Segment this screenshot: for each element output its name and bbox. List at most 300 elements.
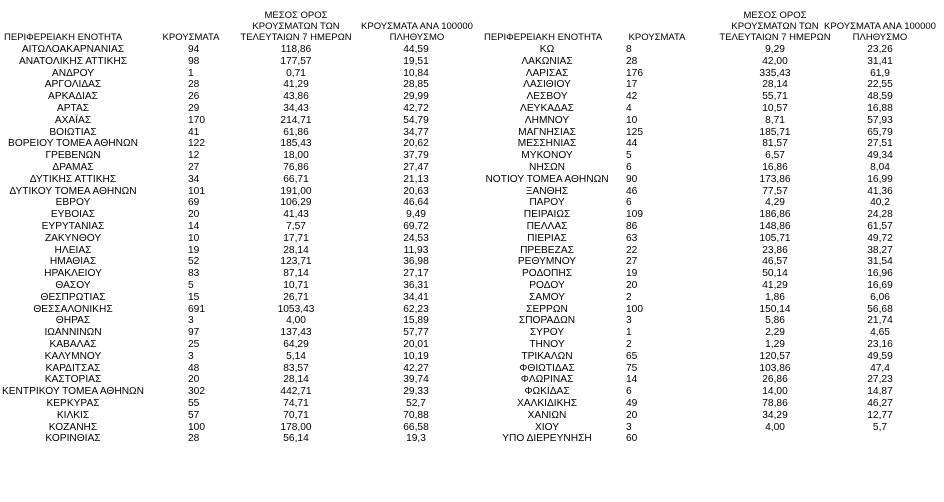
cell-region: ΣΑΜΟΥ [529, 291, 565, 303]
cell-cases: 60 [626, 433, 638, 445]
cell-per100k: 36,31 [403, 279, 429, 291]
cell-region: ΚΑΛΥΜΝΟΥ [44, 350, 102, 362]
cell-avg7: 118,86 [280, 44, 312, 55]
cell-per100k: 19,51 [403, 55, 429, 67]
table-row [476, 68, 944, 80]
table-row [0, 292, 476, 304]
cell-per100k: 15,89 [403, 315, 429, 327]
cell-avg7: 41,29 [762, 279, 788, 291]
cell-cases: 1 [626, 327, 632, 339]
header-region-right: ΠΕΡΙΦΕΡΕΙΑΚΗ ΕΝΟΤΗΤΑ [484, 32, 603, 43]
cell-per100k: 21,74 [867, 315, 893, 327]
cell-cases: 2 [626, 338, 632, 350]
cell-region: ΘΗΡΑΣ [55, 315, 91, 327]
cell-region: ΜΑΓΝΗΣΙΑΣ [518, 126, 576, 138]
cell-avg7: 41,43 [283, 209, 309, 221]
cell-per100k: 12,77 [867, 409, 893, 421]
table-row [0, 162, 476, 174]
cell-cases: 28 [626, 55, 638, 67]
cell-region: ΚΕΡΚΥΡΑΣ [46, 397, 100, 409]
table-row [0, 127, 476, 139]
cell-cases: 6 [626, 386, 632, 398]
cell-region: ΔΥΤΙΚΗΣ ΑΤΤΙΚΗΣ [29, 173, 117, 185]
cell-region: ΣΕΡΡΩΝ [526, 303, 568, 315]
cell-cases: 27 [188, 161, 200, 173]
cell-region: ΤΗΝΟΥ [529, 338, 565, 350]
cell-region: ΒΟΙΩΤΙΑΣ [49, 126, 97, 138]
header-cases: ΚΡΟΥΣΜΑΤΑ [162, 32, 220, 43]
cell-per100k: 37,79 [403, 150, 429, 162]
cell-cases: 41 [188, 126, 200, 138]
cell-per100k: 36,98 [403, 256, 429, 268]
cell-avg7: 6,57 [765, 150, 785, 162]
cell-cases: 100 [626, 303, 643, 315]
cell-cases: 46 [626, 185, 638, 197]
cell-region: ΦΩΚΙΔΑΣ [524, 386, 570, 398]
header-per100k-right-line2: ΠΛΗΘΥΣΜΟ [852, 32, 908, 43]
cell-per100k: 54,79 [403, 114, 429, 126]
cell-region: ΔΥΤΙΚΟΥ ΤΟΜΕΑ ΑΘΗΝΩΝ [9, 185, 137, 197]
table-row [0, 186, 476, 198]
table-row [476, 280, 944, 292]
cell-region: ΑΡΚΑΔΙΑΣ [48, 91, 98, 103]
cell-avg7: 123,71 [280, 256, 312, 268]
header-per100k [352, 21, 482, 43]
cell-cases: 75 [626, 362, 638, 374]
table-row [0, 233, 476, 245]
cell-per100k: 23,16 [867, 338, 893, 350]
cell-region: ΜΕΣΣΗΝΙΑΣ [517, 138, 577, 150]
table-row [476, 256, 944, 268]
cell-region: ΑΡΓΟΛΙΔΑΣ [44, 79, 102, 91]
cell-cases: 3 [626, 421, 632, 433]
header-per100k-line1: ΚΡΟΥΣΜΑΤΑ ΑΝΑ 100000 [361, 21, 473, 32]
table-row [0, 327, 476, 339]
cell-per100k: 34,41 [403, 291, 429, 303]
cell-avg7: 4,29 [765, 197, 785, 209]
table-row [476, 197, 944, 209]
cell-region: ΛΑΡΙΣΑΣ [525, 67, 569, 79]
cell-per100k: 61,57 [867, 220, 893, 232]
cell-per100k: 46,27 [867, 397, 893, 409]
table-row [476, 162, 944, 174]
table-row [476, 209, 944, 221]
cell-cases: 6 [626, 197, 632, 209]
cell-avg7: 10,71 [283, 279, 309, 291]
cell-avg7: 70,71 [283, 409, 309, 421]
cell-region: ΗΛΕΙΑΣ [54, 244, 92, 256]
cell-avg7: 77,57 [762, 185, 788, 197]
table-row [476, 79, 944, 91]
cell-cases: 4 [626, 102, 632, 114]
header-per100k-line2: ΠΛΗΘΥΣΜΟ [389, 32, 445, 43]
table-row [0, 339, 476, 351]
cell-cases: 44 [626, 138, 638, 150]
table-row [476, 398, 944, 410]
cell-region: ΑΝΔΡΟΥ [51, 67, 95, 79]
cell-per100k: 29,99 [403, 91, 429, 103]
cell-avg7: 46,57 [762, 256, 788, 268]
cell-avg7: 81,57 [762, 138, 788, 150]
cell-cases: 83 [188, 268, 200, 280]
table-row [476, 138, 944, 150]
cell-per100k: 16,88 [867, 102, 893, 114]
cell-cases: 691 [188, 303, 205, 315]
cell-region: ΘΑΣΟΥ [55, 279, 91, 291]
cell-per100k: 48,59 [867, 91, 893, 103]
cell-region: ΧΑΛΚΙΔΙΚΗΣ [516, 397, 578, 409]
cell-region: ΑΙΤΩΛΟΑΚΑΡΝΑΝΙΑΣ [21, 44, 125, 55]
cell-per100k: 49,59 [867, 350, 893, 362]
cell-avg7: 137,43 [280, 327, 312, 339]
cell-avg7: 177,57 [280, 55, 312, 67]
cell-per100k: 23,26 [867, 44, 893, 55]
header-region: ΠΕΡΙΦΕΡΕΙΑΚΗ ΕΝΟΤΗΤΑ [4, 32, 123, 43]
cell-per100k: 14,87 [867, 386, 893, 398]
cell-cases: 302 [188, 386, 205, 398]
cell-region: ΗΜΑΘΙΑΣ [49, 256, 97, 268]
cell-avg7: 103,86 [759, 362, 791, 374]
table-row [0, 138, 476, 150]
cell-per100k: 5,7 [872, 421, 888, 433]
cell-cases: 122 [188, 138, 205, 150]
cell-cases: 52 [188, 256, 200, 268]
cell-per100k: 42,72 [403, 102, 429, 114]
table-row [0, 221, 476, 233]
cell-avg7: 5,86 [765, 315, 785, 327]
cell-avg7: 28,14 [283, 244, 309, 256]
cell-per100k: 20,01 [403, 338, 429, 350]
table-row [0, 68, 476, 80]
cell-region: ΠΕΙΡΑΙΩΣ [523, 209, 571, 221]
table-row [476, 268, 944, 280]
cell-avg7: 28,14 [762, 79, 788, 91]
cell-cases: 86 [626, 220, 638, 232]
cell-cases: 1 [188, 67, 194, 79]
cell-region: ΚΕΝΤΡΙΚΟΥ ΤΟΜΕΑ ΑΘΗΝΩΝ [1, 386, 145, 398]
cell-region: ΛΑΚΩΝΙΑΣ [521, 55, 573, 67]
table-row [0, 91, 476, 103]
cell-per100k: 10,84 [403, 67, 429, 79]
cell-region: ΡΕΘΥΜΝΟΥ [517, 256, 577, 268]
cell-cases: 125 [626, 126, 643, 138]
cell-cases: 26 [188, 91, 200, 103]
cell-region: ΧΑΝΙΩΝ [527, 409, 567, 421]
table-row [0, 79, 476, 91]
cell-region: ΚΑΣΤΟΡΙΑΣ [44, 374, 102, 386]
cell-avg7: 106,29 [280, 197, 312, 209]
cell-region: ΠΡΕΒΕΖΑΣ [520, 244, 574, 256]
cell-region: ΥΠΟ ΔΙΕΡΕΥΝΗΣΗ [502, 433, 592, 445]
cell-cases: 100 [188, 421, 205, 433]
cell-per100k: 70,88 [403, 409, 429, 421]
cell-avg7: 50,14 [762, 268, 788, 280]
cell-per100k: 28,85 [403, 79, 429, 91]
cell-per100k: 38,27 [867, 244, 893, 256]
cell-cases: 12 [188, 150, 200, 162]
cell-region: ΜΥΚΟΝΟΥ [521, 150, 573, 162]
cell-cases: 28 [188, 79, 200, 91]
cell-avg7: 0,71 [286, 67, 306, 79]
cell-per100k: 24,53 [403, 232, 429, 244]
cell-region: ΛΕΣΒΟΥ [526, 91, 568, 103]
cell-per100k: 47,4 [870, 362, 890, 374]
cell-avg7: 178,00 [280, 421, 312, 433]
cell-avg7: 105,71 [759, 232, 791, 244]
cell-avg7: 335,43 [759, 67, 791, 79]
cell-per100k: 6,06 [870, 291, 890, 303]
cell-region: ΑΝΑΤΟΛΙΚΗΣ ΑΤΤΙΚΗΣ [18, 55, 128, 67]
cell-avg7: 4,00 [765, 421, 785, 433]
cell-per100k: 8,04 [870, 161, 890, 173]
cell-avg7: 173,86 [759, 173, 791, 185]
table-row [476, 91, 944, 103]
cell-region: ΚΩ [539, 44, 555, 55]
header-cases-right: ΚΡΟΥΣΜΑΤΑ [628, 32, 686, 43]
cell-avg7: 74,71 [283, 397, 309, 409]
cell-region: ΝΗΣΩΝ [529, 161, 565, 173]
cell-cases: 8 [626, 44, 632, 55]
cell-cases: 20 [188, 209, 200, 221]
cell-avg7: 5,14 [286, 350, 306, 362]
cell-avg7: 16,86 [762, 161, 788, 173]
cell-region: ΠΕΛΛΑΣ [526, 220, 568, 232]
table-row [476, 422, 944, 434]
cell-cases: 49 [626, 397, 638, 409]
table-row [476, 351, 944, 363]
cell-cases: 19 [188, 244, 200, 256]
header-avg7-right-line2: ΚΡΟΥΣΜΑΤΩΝ ΤΩΝ [731, 21, 819, 32]
cell-avg7: 87,14 [283, 268, 309, 280]
cell-region: ΣΥΡΟΥ [529, 327, 565, 339]
table-row [0, 374, 476, 386]
cell-per100k: 39,74 [403, 374, 429, 386]
table-row [0, 245, 476, 257]
cell-avg7: 10,57 [762, 102, 788, 114]
cell-per100k: 22,55 [867, 79, 893, 91]
cell-region: ΠΑΡΟΥ [529, 197, 565, 209]
cell-cases: 17 [626, 79, 638, 91]
cell-per100k: 49,72 [867, 232, 893, 244]
cell-per100k: 65,79 [867, 126, 893, 138]
cell-avg7: 26,86 [762, 374, 788, 386]
cell-avg7: 150,14 [759, 303, 791, 315]
cell-avg7: 42,00 [762, 55, 788, 67]
cell-region: ΕΒΡΟΥ [55, 197, 91, 209]
cell-avg7: 64,29 [283, 338, 309, 350]
cell-region: ΚΑΡΔΙΤΣΑΣ [45, 362, 101, 374]
cell-cases: 15 [188, 291, 200, 303]
cell-avg7: 185,71 [759, 126, 791, 138]
cell-cases: 3 [188, 350, 194, 362]
table-row [476, 374, 944, 386]
header-per100k-right-line1: ΚΡΟΥΣΜΑΤΑ ΑΝΑ 100000 [824, 21, 936, 32]
cell-region: ΑΧΑΪΑΣ [54, 114, 92, 126]
cell-per100k: 61,9 [870, 67, 890, 79]
table-row [0, 398, 476, 410]
table-row [0, 115, 476, 127]
left-table-header [0, 0, 476, 44]
cell-region: ΗΡΑΚΛΕΙΟΥ [44, 268, 102, 280]
cell-region: ΛΕΥΚΑΔΑΣ [520, 102, 574, 114]
cell-cases: 101 [188, 185, 205, 197]
cell-per100k: 62,23 [403, 303, 429, 315]
cell-avg7: 61,86 [283, 126, 309, 138]
cell-cases: 42 [626, 91, 638, 103]
cell-region: ΚΟΡΙΝΘΙΑΣ [45, 433, 101, 445]
cell-per100k: 16,96 [867, 268, 893, 280]
table-row [476, 233, 944, 245]
cell-avg7: 23,86 [762, 244, 788, 256]
table-row [476, 304, 944, 316]
cell-region: ΘΕΣΠΡΩΤΙΑΣ [40, 291, 106, 303]
cell-region: ΧΙΟΥ [534, 421, 560, 433]
cell-avg7: 8,71 [765, 114, 785, 126]
table-row [476, 127, 944, 139]
cell-per100k: 57,77 [403, 327, 429, 339]
right-table-body [476, 44, 944, 445]
table-row [0, 410, 476, 422]
cell-per100k: 42,27 [403, 362, 429, 374]
cell-cases: 5 [188, 279, 194, 291]
table-row [0, 422, 476, 434]
cell-per100k: 16,99 [867, 173, 893, 185]
table-row [0, 44, 476, 56]
header-avg7-line1: ΜΕΣΟΣ ΟΡΟΣ [264, 10, 328, 21]
table-row [476, 292, 944, 304]
table-row [476, 410, 944, 422]
cell-avg7: 66,71 [283, 173, 309, 185]
cell-per100k: 31,54 [867, 256, 893, 268]
cell-per100k: 27,17 [403, 268, 429, 280]
cell-avg7: 4,00 [286, 315, 306, 327]
cell-region: ΡΟΔΟΠΗΣ [521, 268, 573, 280]
table-row [0, 386, 476, 398]
cell-region: ΛΗΜΝΟΥ [524, 114, 570, 126]
table-row [0, 197, 476, 209]
cell-cases: 65 [626, 350, 638, 362]
cell-per100k: 52,7 [406, 397, 426, 409]
right-table [476, 0, 944, 502]
header-avg7-line2: ΚΡΟΥΣΜΑΤΩΝ ΤΩΝ [252, 21, 340, 32]
cell-avg7: 2,29 [765, 327, 785, 339]
cell-per100k: 9,49 [406, 209, 426, 221]
header-avg7-right-line3: ΤΕΛΕΥΤΑΙΩΝ 7 ΗΜΕΡΩΝ [719, 32, 831, 43]
cell-per100k: 20,62 [403, 138, 429, 150]
cell-region: ΙΩΑΝΝΙΝΩΝ [44, 327, 102, 339]
cell-avg7: 56,14 [283, 433, 309, 445]
cell-avg7: 191,00 [280, 185, 312, 197]
cell-per100k: 11,93 [403, 244, 429, 256]
cell-per100k: 27,51 [867, 138, 893, 150]
table-row [476, 339, 944, 351]
cell-cases: 55 [188, 397, 200, 409]
table-row [0, 433, 476, 445]
cell-avg7: 148,86 [759, 220, 791, 232]
cell-region: ΤΡΙΚΑΛΩΝ [521, 350, 573, 362]
cell-avg7: 41,29 [283, 79, 309, 91]
header-avg7-line3: ΤΕΛΕΥΤΑΙΩΝ 7 ΗΜΕΡΩΝ [240, 32, 352, 43]
cell-region: ΖΑΚΥΝΘΟΥ [44, 232, 102, 244]
cell-cases: 28 [188, 433, 200, 445]
cell-avg7: 18,00 [283, 150, 309, 162]
cell-per100k: 27,23 [867, 374, 893, 386]
cell-cases: 90 [626, 173, 638, 185]
cell-cases: 27 [626, 256, 638, 268]
cell-region: ΕΥΡΥΤΑΝΙΑΣ [41, 220, 105, 232]
cell-cases: 2 [626, 291, 632, 303]
cell-avg7: 120,57 [759, 350, 791, 362]
cell-avg7: 9,29 [765, 44, 785, 55]
right-table-header [476, 0, 944, 44]
cell-cases: 6 [626, 161, 632, 173]
cell-per100k: 44,59 [403, 44, 429, 55]
table-row [476, 103, 944, 115]
cell-cases: 3 [626, 315, 632, 327]
cell-avg7: 17,71 [283, 232, 309, 244]
cell-cases: 176 [626, 67, 643, 79]
table-row [0, 103, 476, 115]
cell-region: ΕΥΒΟΙΑΣ [50, 209, 96, 221]
cell-per100k: 46,64 [403, 197, 429, 209]
table-row [476, 56, 944, 68]
cell-cases: 94 [188, 44, 200, 55]
table-row [476, 386, 944, 398]
cell-cases: 57 [188, 409, 200, 421]
cell-avg7: 185,43 [280, 138, 312, 150]
cell-cases: 20 [188, 374, 200, 386]
table-row [476, 315, 944, 327]
cell-cases: 5 [626, 150, 632, 162]
cell-per100k: 16,69 [867, 279, 893, 291]
cell-region: ΦΛΩΡΙΝΑΣ [520, 374, 574, 386]
cell-avg7: 214,71 [280, 114, 312, 126]
cell-avg7: 1,29 [765, 338, 785, 350]
cell-per100k: 24,28 [867, 209, 893, 221]
cell-per100k: 40,2 [870, 197, 890, 209]
cell-cases: 14 [626, 374, 638, 386]
cell-avg7: 1053,43 [277, 303, 315, 315]
table-row [0, 209, 476, 221]
table-row [476, 186, 944, 198]
cell-per100k: 21,13 [403, 173, 429, 185]
cell-cases: 20 [626, 279, 638, 291]
cell-region: ΔΡΑΜΑΣ [52, 161, 94, 173]
cell-per100k: 41,36 [867, 185, 893, 197]
header-per100k-right [816, 21, 944, 43]
cell-per100k: 49,34 [867, 150, 893, 162]
cell-per100k: 29,33 [403, 386, 429, 398]
cell-per100k: 31,41 [867, 55, 893, 67]
cell-per100k: 27,47 [403, 161, 429, 173]
table-row [476, 363, 944, 375]
cell-cases: 69 [188, 197, 200, 209]
cell-region: ΣΠΟΡΑΔΩΝ [518, 315, 576, 327]
cell-cases: 25 [188, 338, 200, 350]
cell-region: ΦΘΙΩΤΙΔΑΣ [519, 362, 575, 374]
cell-avg7: 43,86 [283, 91, 309, 103]
cell-avg7: 1,86 [765, 291, 785, 303]
cell-cases: 48 [188, 362, 200, 374]
cell-avg7: 34,29 [762, 409, 788, 421]
left-table-body [0, 44, 476, 445]
cell-avg7: 186,86 [759, 209, 791, 221]
cell-per100k: 10,19 [403, 350, 429, 362]
cell-region: ΚΟΖΑΝΗΣ [48, 421, 98, 433]
cell-region: ΒΟΡΕΙΟΥ ΤΟΜΕΑ ΑΘΗΝΩΝ [8, 138, 138, 150]
cell-region: ΛΑΣΙΘΙΟΥ [523, 79, 571, 91]
cell-cases: 20 [626, 409, 638, 421]
